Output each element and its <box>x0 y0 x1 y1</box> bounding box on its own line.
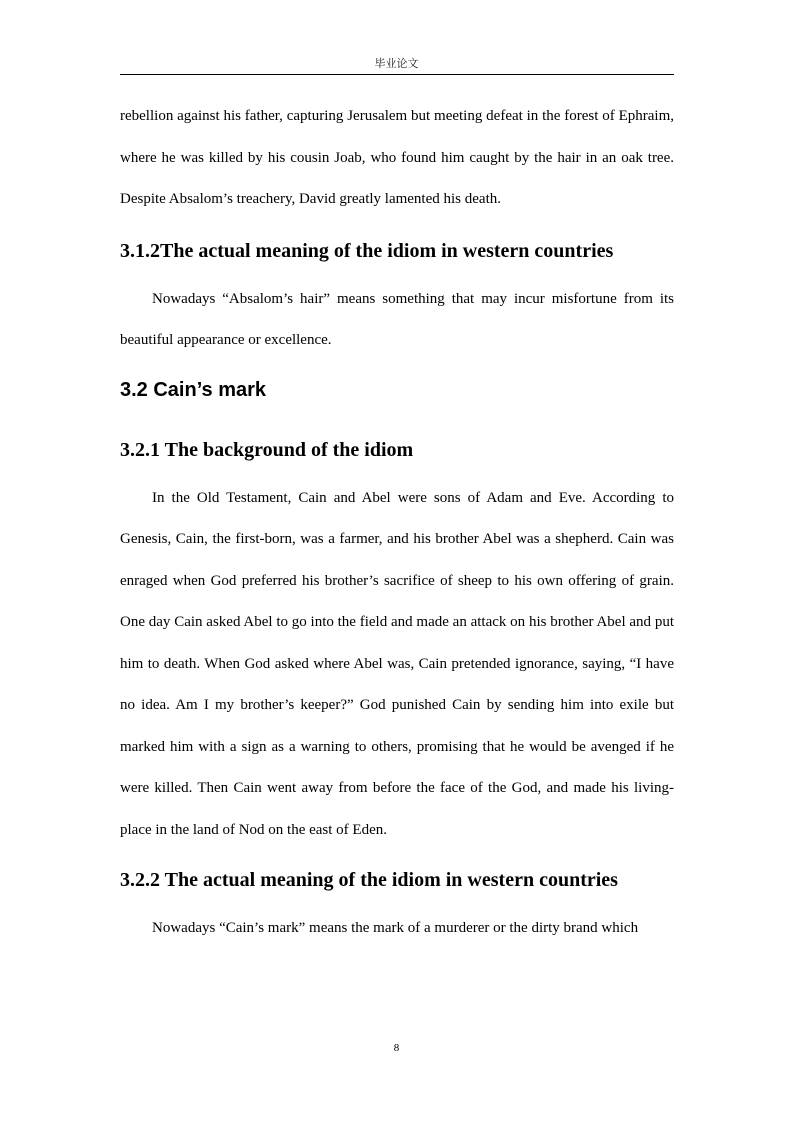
page-number: 8 <box>393 1042 400 1054</box>
body-paragraph: rebellion against his father, capturing Jerusalem but meeting defeat in the forest of Ephraim, where he was killed by his cousin Joab, who found him caught by the hair in an oak tree. Despite Absalom’s treachery, David greatly lamented his death. <box>120 108 674 207</box>
section-heading-3-1-2: 3.1.2The actual meaning of the idiom in western countries <box>120 239 614 262</box>
body-paragraph: Nowadays “Absalom’s hair” means something that may incur misfortune from its beautiful appearance or excellence. <box>120 290 674 348</box>
running-header: 毕业论文 <box>374 57 419 70</box>
body-paragraph: Nowadays “Cain’s mark” means the mark of a murderer or the dirty brand which <box>152 920 639 936</box>
section-heading-3-2-1: 3.2.1 The background of the idiom <box>120 438 414 461</box>
page-body <box>120 96 674 950</box>
body-paragraph: In the Old Testament, Cain and Abel were sons of Adam and Eve. According to Genesis, Cain, the first-born, was a farmer, and his brother Abel was a shepherd. Cain was enraged when God preferred his brother’s sacrifice of sheep to his own offering of grain. One day Cain asked Abel to go into the field and made an attack on his brother Abel and put him to death. When God asked where Abel was, Cain pretended ignorance, saying, “I have no idea. Am I my brother’s keeper?” God punished Cain by sending him into exile but marked him with a sign as a warning to others, promising that he would be avenged if he were killed. Then Cain went away from before the face of the God, and made his living-place in the land of Nod on the east of Eden. <box>120 489 674 838</box>
section-heading-3-2: 3.2 Cain’s mark <box>120 378 267 401</box>
section-heading-3-2-2: 3.2.2 The actual meaning of the idiom in western countries <box>120 869 618 891</box>
header-divider <box>120 74 674 75</box>
